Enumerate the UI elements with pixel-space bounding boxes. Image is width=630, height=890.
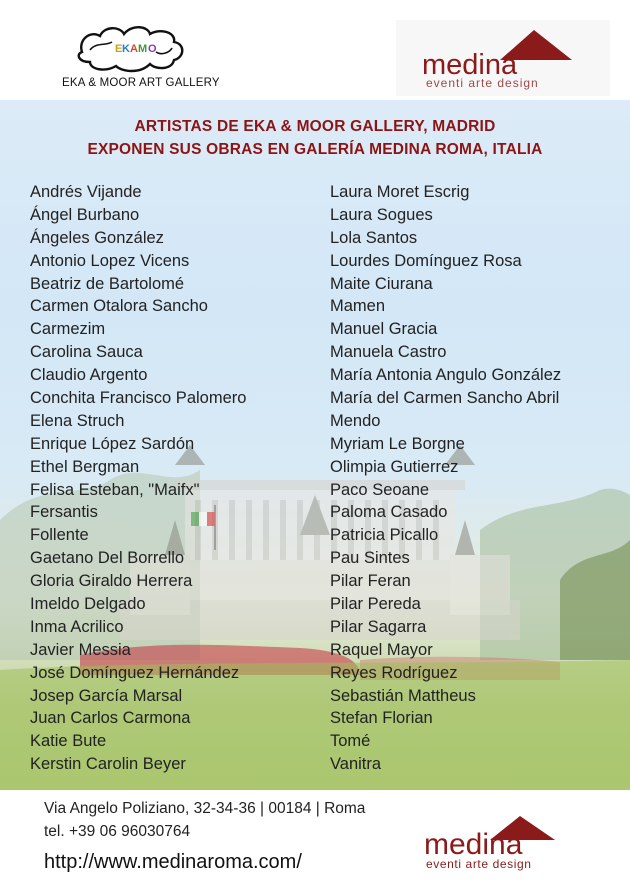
list-item: Felisa Esteban, "Maifx" (30, 480, 200, 499)
list-item: Imeldo Delgado (30, 595, 146, 614)
svg-text:E: E (115, 43, 123, 55)
list-item: Olimpia Gutierrez (330, 457, 459, 476)
medina-brand-text: medina (422, 49, 518, 81)
list-item: Maite Ciurana (330, 274, 433, 293)
artist-list-left (30, 181, 246, 776)
svg-text:A: A (130, 43, 138, 55)
list-item: Pau Sintes (330, 549, 410, 568)
list-item: Sebastián Mattheus (330, 686, 476, 705)
list-item: Laura Moret Escrig (330, 183, 470, 201)
list-item: Pilar Feran (330, 572, 411, 591)
eka-logo-lettering (115, 43, 157, 55)
medina-tagline-text: eventi arte design (426, 857, 532, 871)
list-item: Juan Carlos Carmona (30, 709, 191, 728)
list-item: Elena Struch (30, 411, 125, 430)
list-item: María Antonia Angulo González (330, 366, 562, 385)
list-item: Laura Sogues (330, 205, 433, 224)
medina-tagline-text: eventi arte design (426, 76, 539, 90)
list-item: Carmen Otalora Sancho (30, 297, 208, 316)
svg-text:K: K (122, 43, 130, 55)
list-item: Raquel Mayor (330, 640, 433, 659)
svg-text:M: M (138, 43, 148, 55)
list-item: Ethel Bergman (30, 457, 140, 476)
list-item: Paloma Casado (330, 503, 448, 522)
poster-background (0, 100, 630, 790)
list-item: Antonio Lopez Vicens (30, 251, 190, 270)
header (0, 0, 630, 100)
list-item: Pilar Pereda (330, 595, 421, 614)
artist-list-right (330, 181, 561, 776)
medina-logo-bottom (420, 812, 585, 872)
list-item: Katie Bute (30, 732, 107, 751)
list-item: Gaetano Del Borrello (30, 549, 185, 568)
title-line-1: ARTISTAS DE EKA & MOOR GALLERY, MADRID (134, 118, 496, 135)
title-line-2: EXPONEN SUS OBRAS EN GALERÍA MEDINA ROMA, ITALIA (87, 141, 543, 158)
list-item: María del Carmen Sancho Abril (330, 389, 560, 408)
list-item: Lola Santos (330, 228, 418, 247)
eka-gallery-name: EKA & MOOR ART GALLERY (62, 77, 220, 89)
list-item: Follente (30, 526, 89, 545)
list-item: Enrique López Sardón (30, 434, 195, 453)
list-item: Kerstin Carolin Beyer (30, 755, 186, 774)
list-item: Reyes Rodríguez (330, 663, 458, 682)
svg-text:O: O (148, 43, 157, 55)
list-item: Claudio Argento (30, 366, 148, 385)
list-item: Patricia Picallo (330, 526, 439, 545)
list-item: Vanitra (330, 755, 382, 774)
gallery-phone: tel. +39 06 96030764 (44, 823, 191, 840)
list-item: Beatriz de Bartolomé (30, 274, 185, 293)
list-item: Manuela Castro (330, 343, 447, 362)
list-item: Inma Acrilico (30, 617, 124, 636)
medina-brand-text: medina (424, 828, 523, 861)
list-item: Tomé (330, 732, 371, 751)
eka-moor-logo (76, 22, 188, 74)
list-item: Fersantis (30, 503, 98, 522)
gallery-website-link[interactable]: http://www.medinaroma.com/ (44, 851, 302, 873)
list-item: Josep García Marsal (30, 686, 183, 705)
list-item: Ángel Burbano (30, 205, 140, 224)
list-item: Carolina Sauca (30, 343, 143, 362)
list-item: Conchita Francisco Palomero (30, 389, 247, 408)
list-item: Javier Messia (30, 640, 131, 659)
list-item: Carmezim (30, 320, 106, 339)
list-item: Lourdes Domínguez Rosa (330, 251, 522, 270)
list-item: Andrés Vijande (30, 183, 142, 201)
list-item: Ángeles González (30, 228, 164, 247)
list-item: Myriam Le Borgne (330, 434, 465, 453)
list-item: Mamen (330, 297, 386, 316)
list-item: Paco Seoane (330, 480, 430, 499)
list-item: Manuel Gracia (330, 320, 438, 339)
list-item: Gloria Giraldo Herrera (30, 572, 193, 591)
list-item: Pilar Sagarra (330, 617, 427, 636)
medina-logo-top (396, 20, 610, 96)
list-item: José Domínguez Hernández (30, 663, 240, 682)
list-item: Mendo (330, 411, 381, 430)
list-item: Stefan Florian (330, 709, 433, 728)
gallery-address: Via Angelo Poliziano, 32-34-36 | 00184 | Roma (44, 800, 366, 817)
